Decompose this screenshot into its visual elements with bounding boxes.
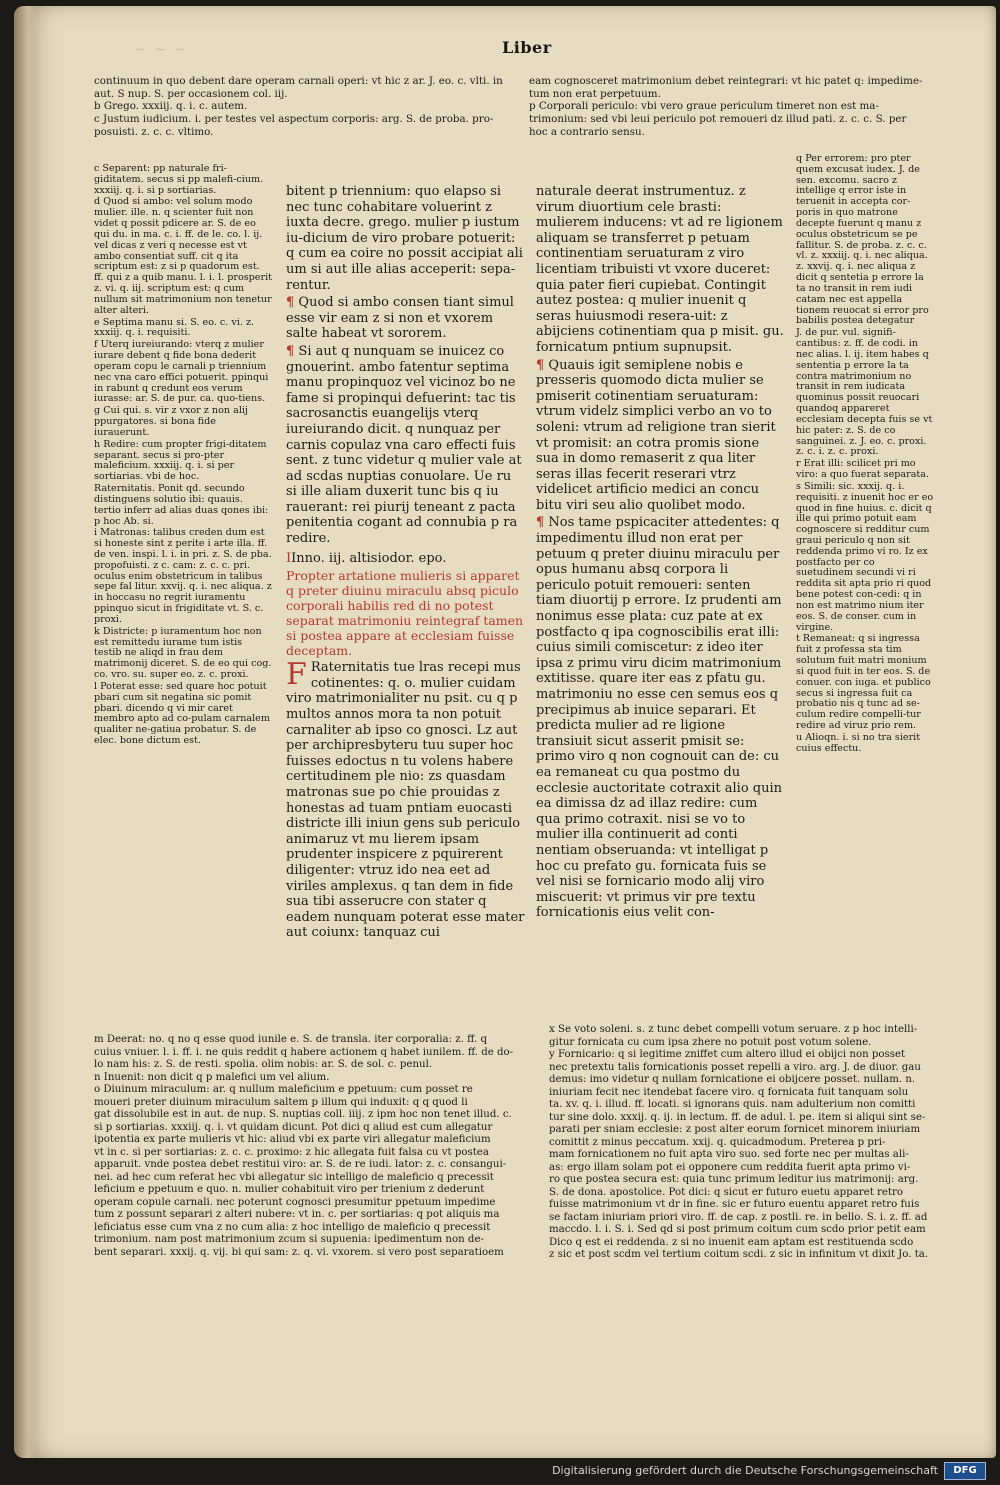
page-gutter-shadow (14, 6, 38, 1458)
left-gloss-column (94, 164, 272, 748)
gloss-entry: h Redire: cum propter frigi-ditatem separant. secus si pro-pter maleficium. xxxiij. q. i. si per sortiarias. vbi de hoc. (94, 438, 267, 483)
gloss-entry: g Cui qui. s. vir z vxor z non alij ppurgatores. si bona fide iurauerunt. (94, 405, 248, 438)
chapter-summary: Propter artatione mulieris si apparet q preter diuinu miraculu absq piculo corporali habilis red di no potest separat matrimoniu reintegraf tamen si postea appare at ecclesiam fuisse deceptam. (286, 568, 524, 659)
gloss-entry: k Districte: p iuramentum hoc non est remittedu iurame tum istis testib ne aliqd in frau dem matrimonij diceret. S. de eo qui cog. co. vro. su. super eo. z. c. proxi. (94, 625, 272, 681)
main-paragraph: bitent p triennium: quo elapso si nec tunc cohabitare voluerint z iuxta decre. grego. mulier p iustum iu-dicium de viro probare potuerit: q cum ea coire no possit accipiat ali um si aut ille alias acceperit: sepa-rentur. (286, 184, 523, 293)
gloss-line: trimonium. nam post matrimonium zcum si supuenia: ipedimentum non de- (94, 1234, 484, 1246)
gloss-entry: i Matronas: talibus creden dum est si honeste sint z perite i arte illa. ff. de ven. inspi. l. i. in pri. z. S. de pba. propofuisti. z c. cam: z. c. c. pri. oculus enim obstetricum in talibus sepe fal litur. xxvij. q. i. nec aliqua. z in hoccasu no regrit iuramentu ppinquo sicut in frigiditate vt. S. c. proxi. (94, 527, 272, 625)
gloss-line: S. de dona. apostolice. Pot dici: q sicut er futuro euetu apparet retro (549, 1186, 904, 1198)
gloss-entry: l Poterat esse: sed quare hoc potuit pbari cum sit negatina sic pomit pbari. dicendo q vi mir caret membro apto ad co-pulam carnalem qualiter ne-gatiua probatur. S. de elec. bone dictum est. (94, 680, 270, 747)
gloss-entry: Raternitatis. Ponit qd. secundo distinguens solutio ibi: quauis. tertio inferr ad alias duas qones ibi: p hoc Ab. si. (94, 483, 269, 527)
gloss-line: leficiatus esse cum vna z no cum alia: z hoc intelligo de maleficio q precessit (94, 1221, 491, 1233)
gloss-line: si p sortiarias. xxxiij. q. i. vt quidam dicunt. Pot dici q aliud est cum allegatur (94, 1121, 493, 1133)
footer-bar (0, 1458, 1000, 1485)
gloss-line: comittit z minus peccatum. xxij. q. quicadmodum. Preterea p pri- (549, 1136, 886, 1148)
gloss-entry: r Erat illi: scilicet pri mo viro: a quo fuerat separata. (796, 458, 930, 481)
gloss-line: p Corporali periculo: vbi vero graue periculum timeret non est ma- (529, 100, 879, 113)
gloss-line: x Se voto soleni. s. z tunc debet compelli votum seruare. z p hoc intelli- (549, 1024, 918, 1035)
paragraph-mark: ¶ (536, 515, 545, 531)
funding-credit: Digitalisierung gefördert durch die Deutsche Forschungsgemeinschaft (552, 1464, 938, 1477)
gloss-line: cuius vniuer. l. i. ff. i. ne quis reddit q habere actionem q habet iunilem. ff. de do- (94, 1046, 514, 1058)
gloss-line: trimonium: sed vbi leui periculo pot remoueri dz illud pati. z. c. c. S. per (529, 112, 907, 125)
top-gloss-right (529, 76, 934, 139)
gloss-entry: f Uterq iureiurando: vterq z mulier iurare debent q fide bona dederit operam copu le carnali p triennium nec vna caro effici potuerit. ppinqui in rabunt q credunt eos verum iurasse: ar. S. de pur. ca. quo-tiens. (94, 339, 269, 405)
gloss-line: leficium e ppetuum e quo. n. mulier cohabituit viro per trienium z dederunt (94, 1184, 485, 1196)
bottom-gloss-left (94, 1034, 534, 1259)
main-paragraph: ¶ Quauis igit semiplene nobis e presseris quomodo dicta mulier se pmiserit cotinentiam seruaturam: vtrum videlz simplici verbo an vo to soleni: vtrum ad religione tran sierit vt promisit: an cotra promis sione sua in domo remaserit z qua liter seras illas fecerit reserari vtrz videlicet artificio medici an concu bitu viri seu alio quolibet modo. (536, 357, 776, 513)
gloss-entry: q Per errorem: pro pter quem excusat iudex. J. de sen. excomu. sacro z intellige q error iste in teruenit in accepta cor-poris in quo matrone decepte fuerunt q manu z oculus obstetricum se pe fallitur. S. de proba. z. c. c. vl. z. xxxiij. q. i. nec aliqua. z. xxvij. q. i. nec aliqua z dicit q sentetia p errore la ta no transit in rem iudi catam nec est appella tionem reuocat si error pro babilis postea detegatur (796, 153, 929, 327)
show-through-text: ~ ~ ~ (134, 42, 189, 58)
main-paragraph: ¶ Quod si ambo consen tiant simul esse vir eam z si non et vxorem salte habeat vt sororem. (286, 295, 514, 342)
gloss-entry: t Remaneat: q si ingressa fuit z professa sta tim solutum fuit matri monium si quod fuit in ter eos. S. de conuer. con iuga. et publico secus si ingressa fuit ca probatio nis q tunc ad se-culum redire compelli-tur redire ad viruz prio rem. (796, 633, 931, 732)
gloss-line: demus: imo videtur q nullam fornicatione ei obijcere posset. nullam. n. (549, 1074, 916, 1086)
gloss-line: c Justum iudicium. i. per testes vel aspectum corporis: arg. S. de proba. pro- (94, 112, 494, 125)
gloss-line: aut. S nup. S. per occasionem col. iij. (94, 87, 288, 100)
gloss-entry: u Alioqn. i. si no tra sierit cuius effectu. (796, 731, 921, 754)
gloss-line: fuisse matrimonium vt dr in fine. sic er futuro euentu apparet retro fuis (549, 1199, 920, 1211)
top-gloss-left (94, 76, 524, 139)
main-text-right-column (536, 184, 784, 923)
main-paragraph: ¶ Si aut q nunquam se inuicez co gnouerint. ambo fatentur septima manu propinquoz vel vicinoz bo ne fame si propinqui defuerint: tac tis sacrosanctis euangelijs vterq iureiurando dicit. q nunquaz per carnis copulaz vna caro effecti fuis sent. z tunc videtur q mulier vale at ad scdas nuptias conuolare. Ue ru si ille aliam duxerit tunc bis q iu rauerant: rei piurij teneant z pacta penitentia cogant ad connubia p ra redire. (286, 343, 522, 547)
paragraph-mark: ¶ (286, 343, 295, 359)
gloss-line: y Fornicario: q si legitime zniffet cum altero illud ei obijci non posset (549, 1049, 906, 1061)
gloss-line: b Grego. xxxiij. q. i. c. autem. (94, 100, 248, 113)
gloss-entry: d Quod si ambo: vel solum modo mulier. ille. n. q scienter fuit non videt q possit pdicere ar. S. de eo qui du. in ma. c. i. ff. de le. co. l. ij. vel dicas z veri q necesse est vt ambo consentiat suff. cit q ita scriptum est: z si p quadorum est. ff. qui z a quib manu. l. i. l. prosperit z. vi. q. iij. scriptum est: q cum nullum sit matrimonium non tenetur alter alteri. (94, 196, 272, 316)
gloss-line: gat dissolubile est in aut. de nup. S. nuptias coll. iiij. z ipm hoc non tenet illud. c. (94, 1109, 512, 1121)
gloss-line: moueri preter diuinum miraculum saltem p illum qui induxit: q q quod li (94, 1096, 468, 1108)
gloss-line: lo nam his: z. S. de resti. spolia. olim nobis: ar. S. de sol. c. penul. (94, 1059, 433, 1071)
gloss-line: Dico q est ei reddenda. z si no inuenit eam aptam est restituenda scdo (549, 1236, 914, 1248)
book-page (14, 6, 996, 1458)
inscription-initial: I (286, 550, 292, 566)
gloss-line: tur sine dolo. xxxij. q. ij. in lectum. ff. de adul. l. pe. item si aliqui sint se- (549, 1111, 926, 1123)
gloss-line: posuisti. z. c. c. vltimo. (94, 125, 214, 138)
chapter-inscription: IInno. iij. altisiodor. epo. (286, 550, 447, 566)
gloss-line: se factam iniuriam priori viro. ff. de cap. z postli. re. in bello. S. i. z. ff. ad (549, 1211, 928, 1223)
gloss-line: vt in c. si per sortiarias: z. c. c. proximo: z hic allegata fuit falsa cu vt postea (94, 1146, 489, 1158)
gloss-entry: e Septima manu si. S. eo. c. vi. z. xxxiij. q. i. requisiti. (94, 316, 255, 339)
gloss-line: hoc a contrario sensu. (529, 125, 645, 138)
gloss-line: maccdo. l. i. S. i. Sed qd si post primum coitum cum scdo prior petit eam (549, 1224, 926, 1236)
gloss-line: eam cognosceret matrimonium debet reintegrari: vt hic patet q: impedime- (529, 75, 923, 87)
gloss-line: bent separari. xxxij. q. vij. bi qui sam: z. q. vi. vxorem. si vero post separatioem (94, 1246, 504, 1258)
gloss-entry: c Separent: pp naturale fri-giditatem. secus si pp malefi-cium. xxxiij. q. i. si p sortiarias. (94, 163, 264, 196)
paragraph-mark: ¶ (286, 295, 295, 311)
gloss-line: m Deerat: no. q no q esse quod iunile e. S. de transla. iter corporalia: z. ff. q (94, 1034, 487, 1045)
gloss-line: as: ergo illam solam pot ei opponere cum reddita fuerit apta primo vi- (549, 1161, 911, 1173)
gloss-line: n Inuenit: non dicit q p malefici um vel alium. (94, 1071, 330, 1083)
decorated-initial: F (286, 657, 307, 693)
gloss-entry: J. de pur. vul. signifi-cantibus: z. ff. de codi. in nec alias. l. ij. item habes q sententia p errore la ta contra matrimonium no transit in rem iudicata quominus possit reuocari quandoq appareret ecclesiam decepta fuis se vt hic pater: z. S. de co sanguinei. z. J. eo. c. proxi. z. c. i. z. c. proxi. (796, 327, 933, 458)
gloss-entry: s Simili: sic. xxxij. q. i. requisiti. z inuenit hoc er eo quod in fine huius. c. dicit q ille qui primo potuit eam cognoscere si redditur cum graui periculo q non sit reddenda primo vi ro. Iz ex postfacto per co suetudinem secundi vi ri reddita sit apta prio ri quod bene potest con-cedi: q in non est matrimo nium iter eos. S. de conser. cum in virgine. (796, 480, 934, 633)
gloss-line: ipotentia ex parte mulieris vt hic: aliud vbi ex parte viri allegatur maleficium (94, 1134, 491, 1146)
gloss-line: apparuit. vnde postea debet restitui viro: ar. S. de re iudi. lator: z. c. consangui- (94, 1159, 507, 1171)
gloss-line: nei. ad hec cum referat hec vbi allegatur sic intelligo de maleficio q precessit (94, 1171, 494, 1183)
gloss-line: operam copule carnali. nec poterunt cognosci presumitur ppetuum impedime (94, 1196, 496, 1208)
gloss-line: parati per sniam ecclesie: z post alter eorum fornicet minorem iniuriam (549, 1124, 921, 1136)
bottom-gloss-right (549, 1024, 939, 1262)
paragraph-mark: ¶ (536, 357, 545, 373)
gloss-line: iniuriam fecit nec itendebat facere viro. q fornicata fuit tanquam solu (549, 1086, 909, 1098)
main-paragraph: ¶ Nos tame pspicaciter attedentes: q impedimentu illud non erat per petuum q preter diuinu miraculu per opus humanu absq corpora li periculo potuit remoueri: senten tiam diuortij p errore. Iz prudenti am nonimus esse plata: cuz pate at ex postfacto q ipa cognoscibilis erat illi: cuius simili comiscetur: z ideo iter ipsa z primu viru dicim matrimonium extitisse. quare iter eas z pfatu gu. matrimoniu no esse cen semus eos q precipimus ab inuice separari. Et predicta mulier ad re ligione transiuit sicut asserit pmisit se: primo viro q non cognouit can de: cu ea remaneat cu qua postmo du ecclesie auctoritate cotraxit alio quin ea dimissa dz ad illaz redire: cum qua primo cotraxit. nisi se vo to mulier illa continuerit ad conti nentiam obseruanda: vt intelligat p hoc cu prefato gu. fornicata fuis se vel nisi se fornicario modo alij viro miscuerit: vt primus vir pre textu fornicationis eius velit con- (536, 515, 783, 921)
gloss-line: ta. xv. q. i. illud. ff. locati. si ignorans quis. nam adulterium non comitti (549, 1099, 916, 1111)
gloss-line: z sic et post scdm vel tertium coitum scdi. z sic in infinitum vt dixit Jo. ta. (549, 1249, 929, 1261)
dfg-logo: DFG (944, 1462, 986, 1480)
main-text-left-column (286, 184, 526, 943)
gloss-line: ro que postea secura est: quia tunc primum leditur ius matrimonij: arg. (549, 1174, 919, 1186)
gloss-line: continuum in quo debent dare operam carnali operi: vt hic z ar. J. eo. c. vlti. in (94, 75, 503, 87)
gloss-line: o Diuinum miraculum: ar. q nullum maleficium e ppetuum: cum posset re (94, 1084, 473, 1096)
gloss-line: tum non erat perpetuum. (529, 87, 661, 100)
gloss-line: mam fornicationem no fuit apta viro suo. sed forte nec per multas ali- (549, 1149, 909, 1161)
right-gloss-column (796, 154, 934, 756)
main-paragraph: F Raternitatis tue lras recepi mus cotinentes: q. o. mulier cuidam viro matrimonialiter nu psit. cu q p multos annos mora ta non potuit carnaliter ab ipso co gnosci. Lz aut per archipresbyteru tuu super hoc fuisses edoctus n tu volens habere certitudinem ple nio: zs quasdam matronas sue po chie prouidas z honestas ad tuam pntiam euocasti districte illi iniun gens sub periculo animaruz vt mu lierem ipsam prudenter inspicere z pquirerent diligenter: vtruz ido nea eet ad viriles amplexus. q tan dem in fide sua tibi asserucre con stater q eadem nunquam poterat esse mater aut coiunx: tanquaz cui (286, 657, 525, 941)
gloss-line: nec pretextu talis fornicationis posset repelli a viro. arg. J. de diuor. gau (549, 1061, 921, 1073)
main-paragraph: naturale deerat instrumentuz. z virum diuortium cele brasti: mulierem inducens: vt ad re ligionem aliquam se transferret p petuam continentiam seruaturam z viro licentiam tribuisti vt vxore duceret: quia pater fieri cupiebat. Contingit autez postea: q mulier inuenit q seras huiusmodi resera-uit: z abijciens cotinentiam qua p misit. gu. fornicatum pntium supnupsit. (536, 184, 784, 355)
gloss-line: gitur fornicata cu cum ipsa zhere no potuit post votum solene. (549, 1036, 872, 1048)
running-title: Liber (502, 38, 552, 57)
gloss-line: tum z possunt separari z alteri nubere: vt in. c. per sortiarias: q pot aliquis ma (94, 1209, 500, 1221)
